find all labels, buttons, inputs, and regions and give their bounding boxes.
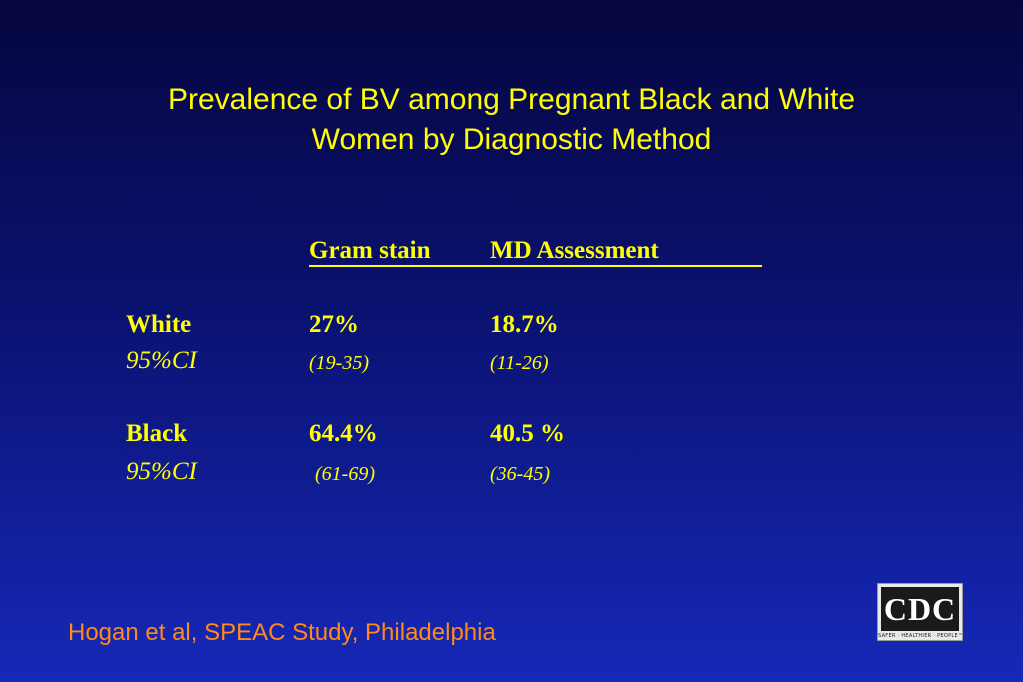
white-md-assessment-ci: (11-26) — [490, 352, 549, 374]
white-md-assessment-value: 18.7% — [490, 311, 559, 338]
row-label-black-ci: 95%CI — [126, 458, 197, 485]
black-md-assessment-value: 40.5 % — [490, 420, 565, 447]
cdc-logo-tagline: SAFER · HEALTHIER · PEOPLE™ — [878, 633, 964, 639]
citation-footer: Hogan et al, SPEAC Study, Philadelphia — [68, 619, 496, 646]
row-label-white: White — [126, 311, 192, 338]
header-gram-stain: Gram stain — [309, 237, 431, 264]
title-line-1: Prevalence of BV among Pregnant Black and White — [167, 83, 856, 116]
cdc-logo-box — [881, 587, 959, 631]
black-gram-stain-value: 64.4% — [309, 420, 378, 447]
row-label-black: Black — [126, 420, 188, 447]
row-label-white-ci: 95%CI — [126, 347, 197, 374]
header-underline — [309, 265, 762, 267]
cdc-logo — [877, 583, 963, 641]
black-md-assessment-ci: (36-45) — [490, 463, 550, 485]
title-line-2: Women by Diagnostic Method — [311, 123, 712, 156]
black-gram-stain-ci: (61-69) — [315, 463, 375, 485]
cdc-logo-text: CDC — [883, 591, 957, 627]
header-md-assessment: MD Assessment — [490, 237, 659, 264]
white-gram-stain-value: 27% — [309, 311, 359, 338]
white-gram-stain-ci: (19-35) — [309, 352, 369, 374]
